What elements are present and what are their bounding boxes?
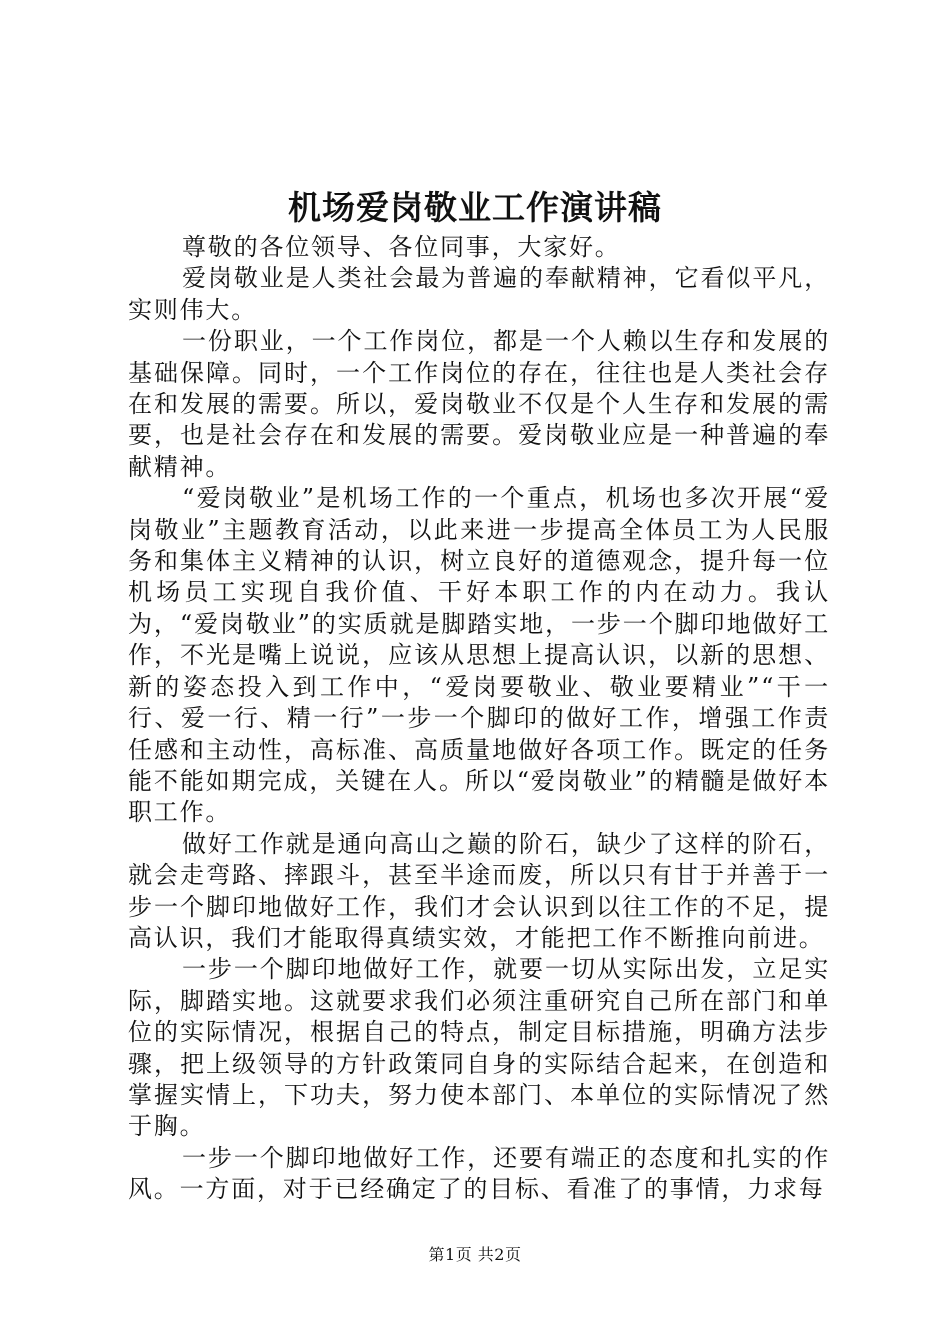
paragraph-1: 爱岗敬业是人类社会最为普遍的奉献精神，它看似平凡，实则伟大。: [128, 264, 830, 324]
paragraph-greeting: 尊敬的各位领导、各位同事，大家好。: [182, 233, 621, 261]
document-body: [128, 232, 830, 1206]
document-title: 机场爱岗敬业工作演讲稿: [288, 188, 662, 227]
paragraph-3: “爱岗敬业”是机场工作的一个重点，机场也多次开展“爱岗敬业”主题教育活动，以此来进一步提高全体员工为人民服务和集体主义精神的认识，树立良好的道德观念，提升每一位机场员工实现自我价值、干好本职工作的内在动力。我认为，“爱岗敬业”的实质就是脚踏实地，一步一个脚印地做好工作，不光是嘴上说说，应该从思想上提高认识，以新的思想、新的姿态投入到工作中，“爱岗要敬业、敬业要精业”“干一行、爱一行、精一行”一步一个脚印的做好工作，增强工作责任感和主动性，高标准、高质量地做好各项工作。既定的任务能不能如期完成，关键在人。所以“爱岗敬业”的精髓是做好本职工作。: [128, 484, 830, 827]
paragraph-6: 一步一个脚印地做好工作，还要有端正的态度和扎实的作风。一方面，对于已经确定了的目标、看准了的事情，力求每: [128, 1143, 830, 1204]
paragraph-5: 一步一个脚印地做好工作，就要一切从实际出发，立足实际，脚踏实地。这就要求我们必须注重研究自己所在部门和单位的实际情况，根据自己的特点，制定目标措施，明确方法步骤，把上级领导的方针政策同自身的实际结合起来，在创造和掌握实情上，下功夫，努力使本部门、本单位的实际情况了然于胸。: [128, 955, 830, 1141]
paragraph-2: 一份职业，一个工作岗位，都是一个人赖以生存和发展的基础保障。同时，一个工作岗位的存在，往往也是人类社会存在和发展的需要。所以，爱岗敬业不仅是个人生存和发展的需要，也是社会存在和发展的需要。爱岗敬业应是一种普遍的奉献精神。: [128, 327, 830, 481]
page-number-footer: 第1页 共2页: [428, 1245, 522, 1264]
paragraph-4: 做好工作就是通向高山之巅的阶石，缺少了这样的阶石，就会走弯路、摔跟斗，甚至半途而废，所以只有甘于并善于一步一个脚印地做好工作，我们才会认识到以往工作的不足，提高认识，我们才能取得真绩实效，才能把工作不断推向前进。: [128, 829, 830, 952]
